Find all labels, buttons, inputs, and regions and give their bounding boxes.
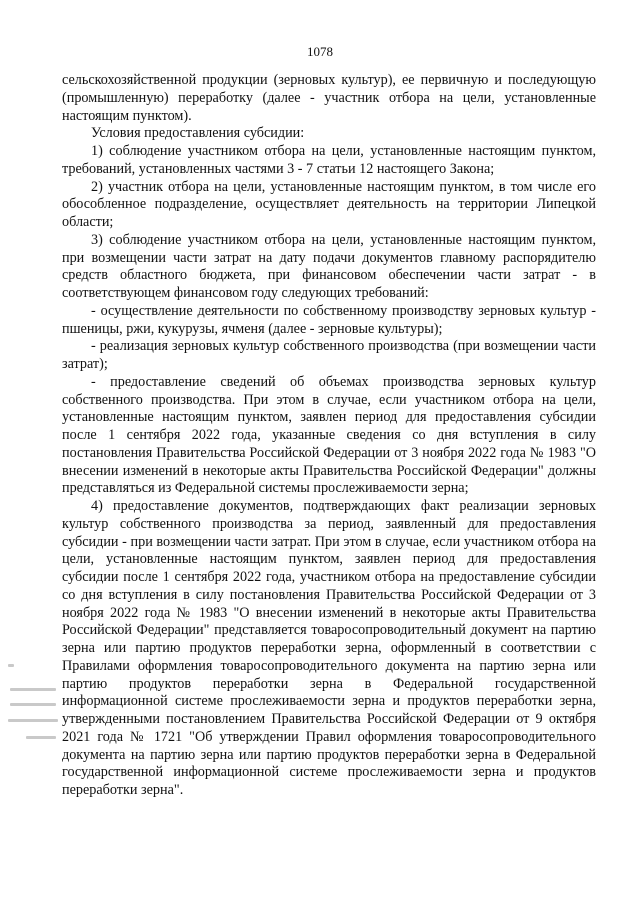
paragraph-condition-3: 3) соблюдение участником отбора на цели, установленные настоящим пунктом, при возмещении части затрат на дату подачи документов главному распорядителю средств областного бюджета, при финансовом обеспечении части затрат - в соответствующем финансовом году следующих требований: xyxy=(62,231,596,301)
page-number: 1078 xyxy=(307,44,333,59)
document-body xyxy=(62,72,596,800)
paragraph-condition-2: 2) участник отбора на цели, установленные настоящим пунктом, в том числе его обособленное подразделение, осуществляет деятельность на территории Липецкой области; xyxy=(62,178,596,230)
paragraph-intro: сельскохозяйственной продукции (зерновых культур), ее первичную и последующую (промышленную) переработку (далее - участник отбора на цели, установленные настоящим пунктом). xyxy=(62,72,596,124)
paragraph-condition-3-item-3: - предоставление сведений об объемах производства зерновых культур собственного производства. При этом в случае, если участником отбора на цели, установленные настоящим пунктом, заявлен период для предоставления субсидии после 1 сентября 2022 года, указанные сведения со дня вступления в силу постановления Правительства Российской Федерации от 3 ноября 2022 года № 1983 "О внесении изменений в некоторые акты Правительства Российской Федерации" должны представляться из Федеральной системы прослеживаемости зерна; xyxy=(62,373,596,497)
paragraph-conditions-heading: Условия предоставления субсидии: xyxy=(91,125,305,142)
paragraph-condition-3-item-2: - реализация зерновых культур собственного производства (при возмещении части затрат); xyxy=(62,338,596,372)
margin-stamp-mark xyxy=(8,662,58,747)
paragraph-condition-3-item-1: - осуществление деятельности по собственному производству зерновых культур - пшеницы, ржи, кукурузы, ячменя (далее - зерновые культуры); xyxy=(62,302,596,337)
paragraph-condition-4: 4) предоставление документов, подтверждающих факт реализации зерновых культур собственного производства за период, заявленный для предоставления субсидии - при возмещении части затрат. При этом в случае, если участником отбора на цели, установленные настоящим пунктом, заявлен период для предоставления субсидии после 1 сентября 2022 года, участником отбора на предоставление субсидии со дня вступления в силу постановления Правительства Российской Федерации от 3 ноября 2022 года № 1983 "О внесении изменений в некоторые акты Правительства Российской Федерации" представляется товаросопроводительный документ на партию зерна или партию продуктов переработки зерна, оформленный в соответствии с Правилами оформления товаросопроводительного документа на партию зерна или партию продуктов переработки зерна в Федеральной государственной информационной системе прослеживаемости зерна и продуктов переработки зерна, утвержденными постановлением Правительства Российской Федерации от 9 октября 2021 года № 1721 "Об утверждении Правил оформления товаросопроводительного документа на партию зерна или партию продуктов переработки зерна в Федеральной государственной информационной системе прослеживаемости зерна и продуктов переработки зерна". xyxy=(62,498,596,798)
paragraph-condition-1: 1) соблюдение участником отбора на цели, установленные настоящим пунктом, требований, установленных частями 3 - 7 статьи 12 настоящего Закона; xyxy=(62,143,596,177)
